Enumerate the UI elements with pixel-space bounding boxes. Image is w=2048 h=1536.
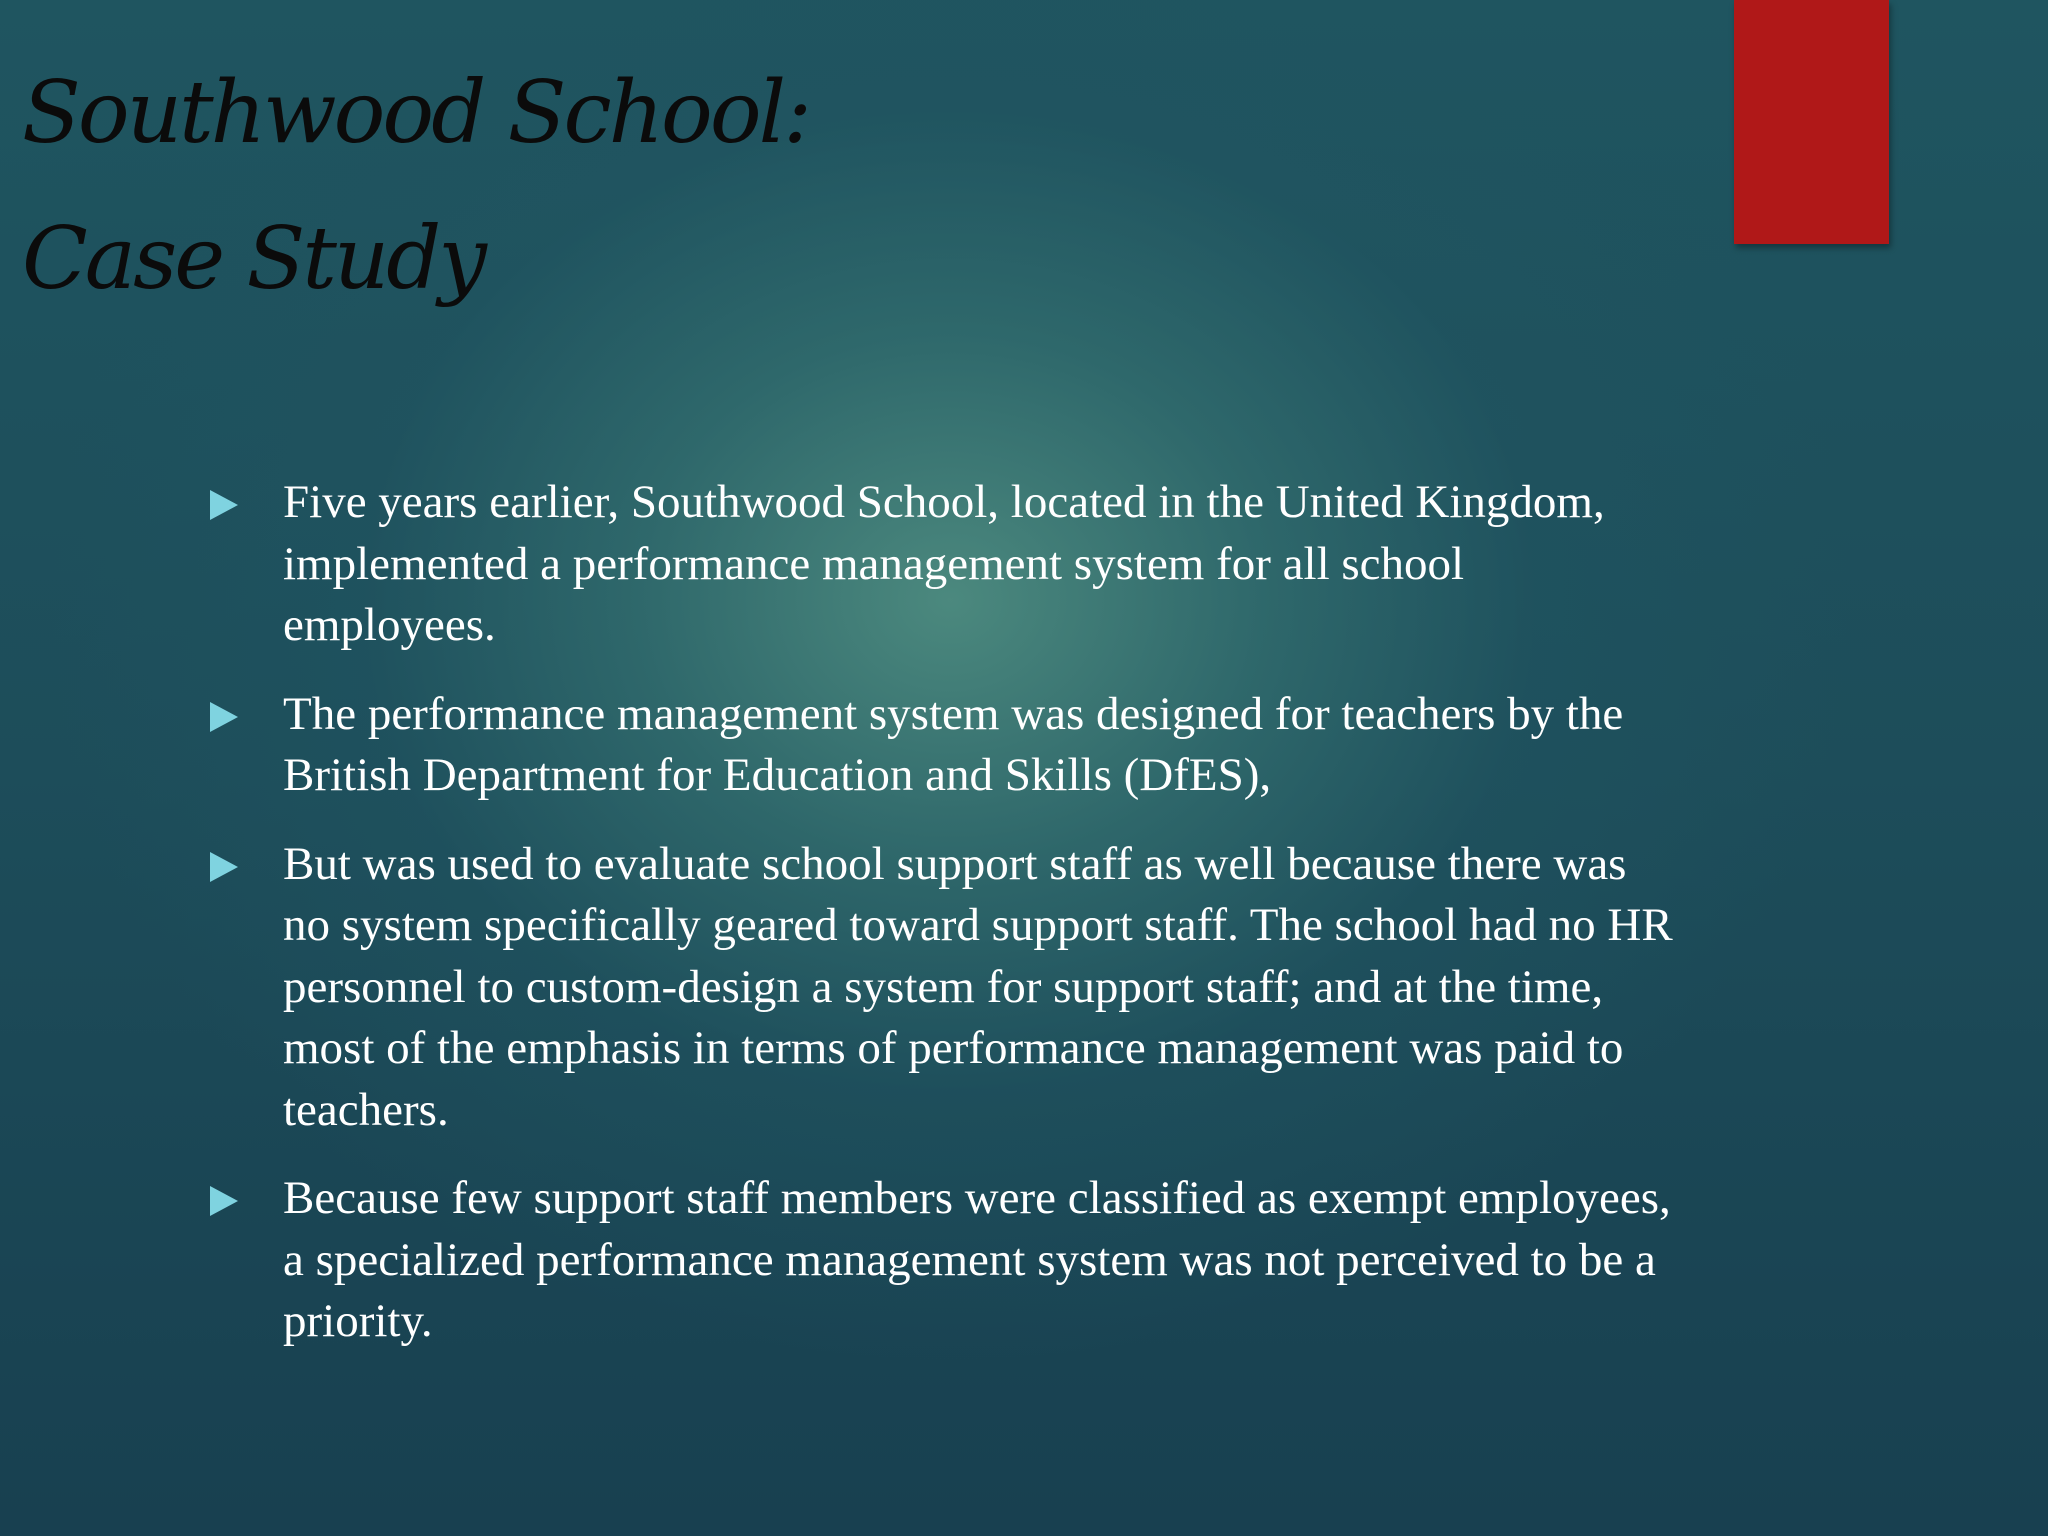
bullet-text: Five years earlier, Southwood School, located in the United Kingdom, implemented a performance management system for all school employees. [283,476,1605,651]
bullet-text: But was used to evaluate school support staff as well because there was no system specifically geared toward support staff. The school had no HR personnel to custom-design a system for support staff; and at the time, most of the emphasis in terms of performance management was paid to teachers. [283,837,1673,1136]
triangle-right-icon [210,852,238,882]
accent-bar [1734,0,1889,244]
triangle-right-icon [210,702,238,732]
triangle-right-icon [210,490,238,520]
bullet-text: The performance management system was designed for teachers by the British Department for Education and Skills (DfES), [283,687,1624,801]
bullet-item [210,1168,1680,1353]
slide-title [22,40,809,332]
bullet-text: Because few support staff members were classified as exempt employees, a specialized performance management system was not perceived to be a priority. [283,1172,1671,1347]
bullet-item [210,834,1680,1142]
bullet-item [210,472,1680,657]
bullet-item [210,684,1680,807]
triangle-right-icon [210,1186,238,1216]
slide-title-line-2: Case Study [22,209,484,309]
bullet-list [210,472,1680,1380]
slide-title-line-1: Southwood School: [22,63,810,163]
